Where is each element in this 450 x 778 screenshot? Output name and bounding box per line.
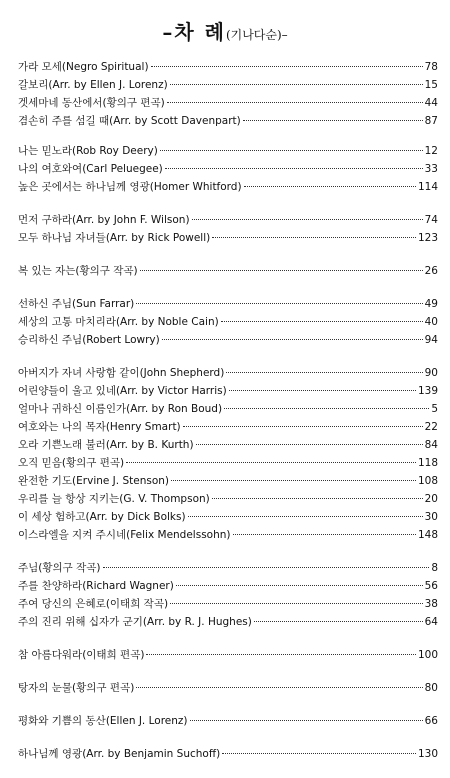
- dot-leader: [243, 120, 423, 121]
- entry-title: 주의 진리 위해 십자가 군기(Arr. by R. J. Hughes): [18, 616, 252, 628]
- dot-leader: [140, 270, 423, 271]
- dot-leader: [233, 534, 416, 535]
- entry-page-number: 33: [424, 163, 438, 175]
- entry-title: 주를 찬양하라(Richard Wagner): [18, 580, 174, 592]
- entry-title: 아버지가 자녀 사랑함 같이(John Shepherd): [18, 367, 225, 379]
- entry-title: 갈보리(Arr. by Ellen J. Lorenz): [18, 79, 168, 91]
- toc-group: [18, 712, 438, 730]
- toc-entry: [18, 364, 438, 382]
- entry-page-number: 44: [424, 97, 438, 109]
- dot-leader: [226, 372, 422, 373]
- entry-page-number: 26: [424, 265, 438, 277]
- entry-title: 세상의 고통 마치리라(Arr. by Noble Cain): [18, 316, 219, 328]
- entry-page-number: 90: [424, 367, 438, 379]
- toc-entry: [18, 400, 438, 418]
- dot-leader: [212, 237, 416, 238]
- dot-leader: [171, 480, 416, 481]
- toc-entry: [18, 595, 438, 613]
- entry-page-number: 74: [424, 214, 438, 226]
- entry-title: 참 아름다워라(이태희 편곡): [18, 649, 145, 661]
- toc-entry: [18, 76, 438, 94]
- toc-entry: [18, 112, 438, 130]
- toc-group: [18, 142, 438, 196]
- entry-title: 복 있는 자는(황의구 작곡): [18, 265, 138, 277]
- dot-leader: [170, 603, 423, 604]
- toc-entry: [18, 382, 438, 400]
- dot-leader: [254, 621, 423, 622]
- dot-leader: [222, 753, 416, 754]
- dot-leader: [176, 585, 423, 586]
- entry-page-number: 118: [417, 457, 438, 469]
- dot-leader: [103, 567, 430, 568]
- entry-page-number: 40: [424, 316, 438, 328]
- toc-entry: [18, 178, 438, 196]
- toc-entry: [18, 418, 438, 436]
- toc-group: [18, 58, 438, 130]
- entry-page-number: 94: [424, 334, 438, 346]
- entry-title: 주님(황의구 작곡): [18, 562, 101, 574]
- toc-entry: [18, 211, 438, 229]
- entry-title: 오라 기쁜노래 불러(Arr. by B. Kurth): [18, 439, 194, 451]
- entry-title: 나는 믿노라(Rob Roy Deery): [18, 145, 158, 157]
- toc-group: [18, 559, 438, 631]
- entry-title: 완전한 기도(Ervine J. Stenson): [18, 475, 169, 487]
- dot-leader: [136, 687, 422, 688]
- entry-title: 높은 곳에서는 하나님께 영광(Homer Whitford): [18, 181, 242, 193]
- toc-entry: [18, 508, 438, 526]
- toc-entry: [18, 160, 438, 178]
- toc-entry: [18, 262, 438, 280]
- entry-page-number: 78: [424, 61, 438, 73]
- entry-page-number: 30: [424, 511, 438, 523]
- entry-page-number: 15: [424, 79, 438, 91]
- entry-title: 얼마나 귀하신 이름인가(Arr. by Ron Boud): [18, 403, 223, 415]
- toc-group: [18, 295, 438, 349]
- entry-title: 겟세마네 동산에서(황의구 편곡): [18, 97, 165, 109]
- entry-page-number: 20: [424, 493, 438, 505]
- toc-entry: [18, 454, 438, 472]
- entry-page-number: 123: [417, 232, 438, 244]
- dot-leader: [229, 390, 416, 391]
- entry-page-number: 108: [417, 475, 438, 487]
- toc-entry: [18, 94, 438, 112]
- entry-title: 오직 믿음(황의구 편곡): [18, 457, 125, 469]
- entry-title: 겸손히 주를 섬길 때(Arr. by Scott Davenpart): [18, 115, 241, 127]
- dot-leader: [224, 408, 429, 409]
- dot-leader: [167, 102, 423, 103]
- entry-page-number: 66: [424, 715, 438, 727]
- entry-page-number: 148: [417, 529, 438, 541]
- toc-group: [18, 745, 438, 763]
- entry-page-number: 22: [424, 421, 438, 433]
- dot-leader: [165, 168, 423, 169]
- entry-page-number: 64: [424, 616, 438, 628]
- entry-title: 하나님께 영광(Arr. by Benjamin Suchoff): [18, 748, 221, 760]
- dot-leader: [221, 321, 423, 322]
- entry-title: 승리하신 주님(Robert Lowry): [18, 334, 160, 346]
- entry-title: 우리를 늘 항상 지키는(G. V. Thompson): [18, 493, 210, 505]
- entry-page-number: 114: [417, 181, 438, 193]
- dot-leader: [196, 444, 423, 445]
- dot-leader: [136, 303, 422, 304]
- toc-entry: [18, 295, 438, 313]
- entry-title: 주여 당신의 은혜로(이태희 작곡): [18, 598, 169, 610]
- toc-entry: [18, 58, 438, 76]
- toc-entry: [18, 229, 438, 247]
- dot-leader: [188, 516, 423, 517]
- dot-leader: [126, 462, 416, 463]
- entry-title: 여호와는 나의 목자(Henry Smart): [18, 421, 181, 433]
- dot-leader: [192, 219, 423, 220]
- entry-page-number: 49: [424, 298, 438, 310]
- entry-page-number: 12: [424, 145, 438, 157]
- entry-title: 가라 모세(Negro Spiritual): [18, 61, 149, 73]
- toc-entry: [18, 472, 438, 490]
- entry-title: 어린양들이 울고 있네(Arr. by Victor Harris): [18, 385, 227, 397]
- entry-title: 이 세상 험하고(Arr. by Dick Bolks): [18, 511, 186, 523]
- entry-page-number: 84: [424, 439, 438, 451]
- toc-entry: [18, 559, 438, 577]
- toc-group: [18, 262, 438, 280]
- toc-entry: [18, 577, 438, 595]
- table-of-contents: [18, 58, 438, 778]
- entry-page-number: 100: [417, 649, 438, 661]
- dot-leader: [190, 720, 423, 721]
- toc-entry: [18, 490, 438, 508]
- entry-title: 평화와 기쁨의 동산(Ellen J. Lorenz): [18, 715, 188, 727]
- toc-entry: [18, 142, 438, 160]
- title-subtitle: (기나다순)–: [225, 28, 288, 42]
- entry-page-number: 139: [417, 385, 438, 397]
- toc-entry: [18, 646, 438, 664]
- dot-leader: [244, 186, 416, 187]
- toc-entry: [18, 745, 438, 763]
- dot-leader: [212, 498, 423, 499]
- entry-title: 선하신 주님(Sun Farrar): [18, 298, 135, 310]
- toc-entry: [18, 712, 438, 730]
- entry-title: 나의 여호와여(Carl Peluegee): [18, 163, 163, 175]
- dot-leader: [151, 66, 423, 67]
- page-title: [0, 16, 450, 45]
- toc-entry: [18, 436, 438, 454]
- dot-leader: [183, 426, 423, 427]
- entry-page-number: 130: [417, 748, 438, 760]
- toc-entry: [18, 313, 438, 331]
- entry-page-number: 56: [424, 580, 438, 592]
- title-main: –차 례: [162, 20, 226, 44]
- entry-page-number: 8: [431, 562, 438, 574]
- dot-leader: [146, 654, 416, 655]
- dot-leader: [170, 84, 423, 85]
- toc-group: [18, 211, 438, 247]
- entry-title: 먼저 구하라(Arr. by John F. Wilson): [18, 214, 190, 226]
- entry-page-number: 80: [424, 682, 438, 694]
- dot-leader: [162, 339, 423, 340]
- entry-page-number: 38: [424, 598, 438, 610]
- toc-group: [18, 646, 438, 664]
- toc-group: [18, 364, 438, 544]
- entry-page-number: 5: [431, 403, 438, 415]
- entry-title: 탕자의 눈물(황의구 편곡): [18, 682, 135, 694]
- entry-page-number: 87: [424, 115, 438, 127]
- toc-entry: [18, 526, 438, 544]
- dot-leader: [160, 150, 423, 151]
- toc-entry: [18, 613, 438, 631]
- entry-title: 모두 하나님 자녀들(Arr. by Rick Powell): [18, 232, 211, 244]
- entry-title: 이스라엘을 지켜 주시네(Felix Mendelssohn): [18, 529, 231, 541]
- toc-entry: [18, 331, 438, 349]
